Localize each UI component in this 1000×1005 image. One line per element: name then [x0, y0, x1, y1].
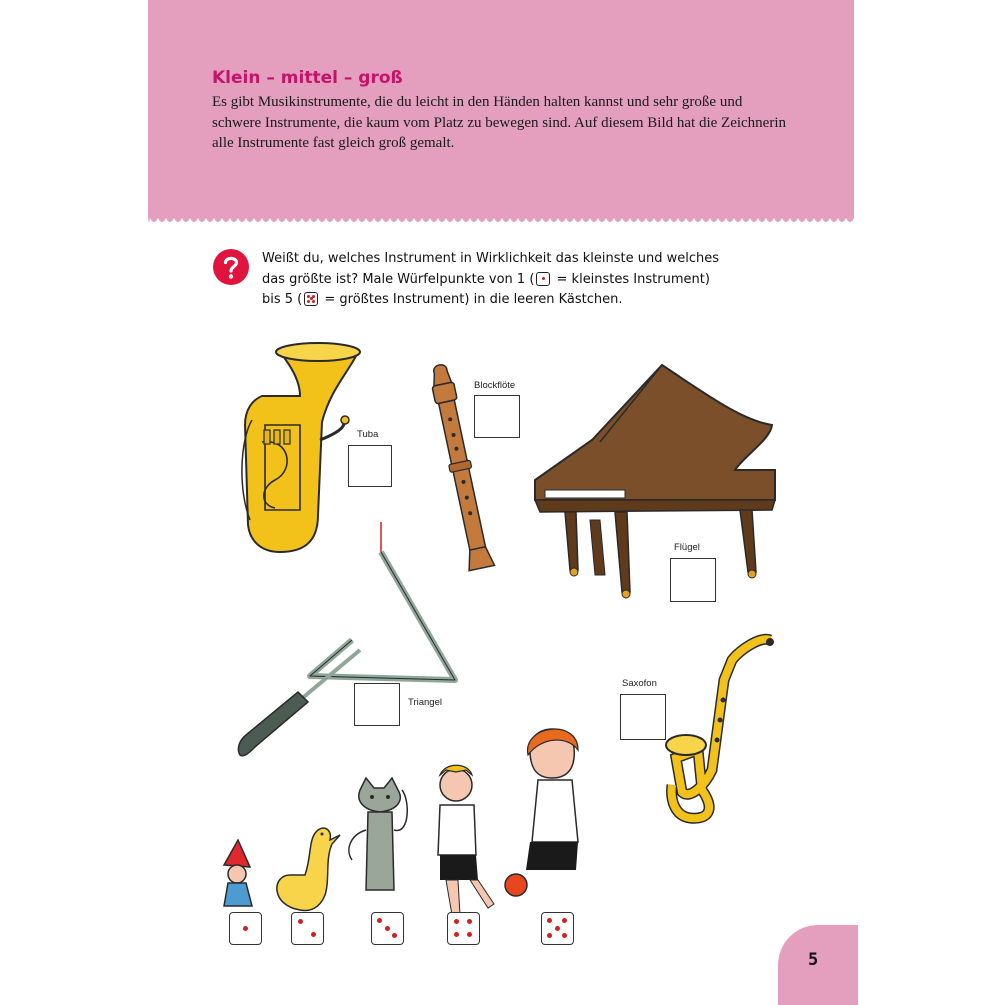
die-pip — [467, 932, 472, 937]
intro-line: schwere Instrumente, die kaum vom Platz zu bewegen sind. Auf diesem Bild hat die Zeichnerin — [212, 114, 787, 131]
question-line — [262, 270, 732, 291]
answer-box-grand-piano[interactable] — [670, 558, 716, 602]
page-number: 5 — [808, 950, 819, 970]
question-fragment: = größtes Instrument) in die leeren Kästchen. — [320, 292, 623, 307]
question-fragment: = kleinstes Instrument) — [552, 271, 710, 287]
grand-piano-illustration — [535, 365, 775, 598]
die-pip — [562, 933, 567, 938]
recorder-illustration — [426, 362, 495, 570]
die-pip — [243, 926, 248, 931]
die-pip — [298, 919, 303, 924]
intro-line: alle Instrumente fast gleich groß gemalt. — [212, 135, 455, 151]
question-fragment: bis 5 ( — [262, 292, 303, 307]
gnome-character — [224, 840, 252, 906]
question-fragment: das größte ist? Male Würfelpunkte von 1 ( — [262, 271, 535, 287]
question-text — [262, 249, 732, 311]
die-one-icon — [536, 272, 550, 286]
die-pip — [547, 918, 552, 923]
illustration-area — [0, 330, 1000, 1000]
die-1-icon — [229, 912, 262, 945]
boy-character — [438, 765, 494, 915]
header-scallop-edge — [148, 214, 854, 224]
die-pip — [377, 918, 382, 923]
answer-box-saxophone[interactable] — [620, 694, 666, 740]
duck-character — [277, 828, 340, 910]
section-title: Klein – mittel – groß — [212, 68, 403, 88]
die-3-icon — [371, 912, 404, 945]
die-pip — [454, 919, 459, 924]
die-5-icon — [541, 912, 574, 945]
instrument-label-tuba: Tuba — [357, 429, 379, 440]
triangle-illustration — [238, 522, 455, 756]
cat-character — [349, 778, 407, 890]
die-2-icon — [291, 912, 324, 945]
question-mark-icon — [212, 248, 250, 286]
question-line: Weißt du, welches Instrument in Wirklichkeit das kleinste und welches — [262, 251, 719, 266]
die-pip — [392, 933, 397, 938]
die-pip — [311, 932, 316, 937]
intro-line: Es gibt Musikinstrumente, die du leicht in den Händen halten kannst und sehr große und — [212, 94, 743, 110]
tuba-illustration — [242, 343, 360, 552]
die-4-icon — [447, 912, 480, 945]
instrument-label-saxophone: Saxofon — [622, 678, 657, 689]
saxophone-illustration — [666, 638, 774, 818]
instrument-label-grand-piano: Flügel — [674, 542, 700, 553]
instrument-label-recorder: Blockflöte — [474, 380, 516, 391]
answer-box-tuba[interactable] — [348, 445, 392, 487]
die-pip — [555, 926, 560, 931]
intro-text — [212, 92, 812, 154]
question-line — [262, 290, 732, 311]
die-pip — [385, 926, 390, 931]
die-pip — [454, 932, 459, 937]
die-pip — [547, 933, 552, 938]
instrument-label-triangle: Triangel — [408, 697, 442, 708]
die-five-icon — [304, 292, 318, 306]
answer-box-recorder[interactable] — [474, 395, 520, 438]
girl-character — [505, 729, 578, 896]
answer-box-triangle[interactable] — [354, 683, 400, 726]
die-pip — [467, 919, 472, 924]
die-pip — [562, 918, 567, 923]
